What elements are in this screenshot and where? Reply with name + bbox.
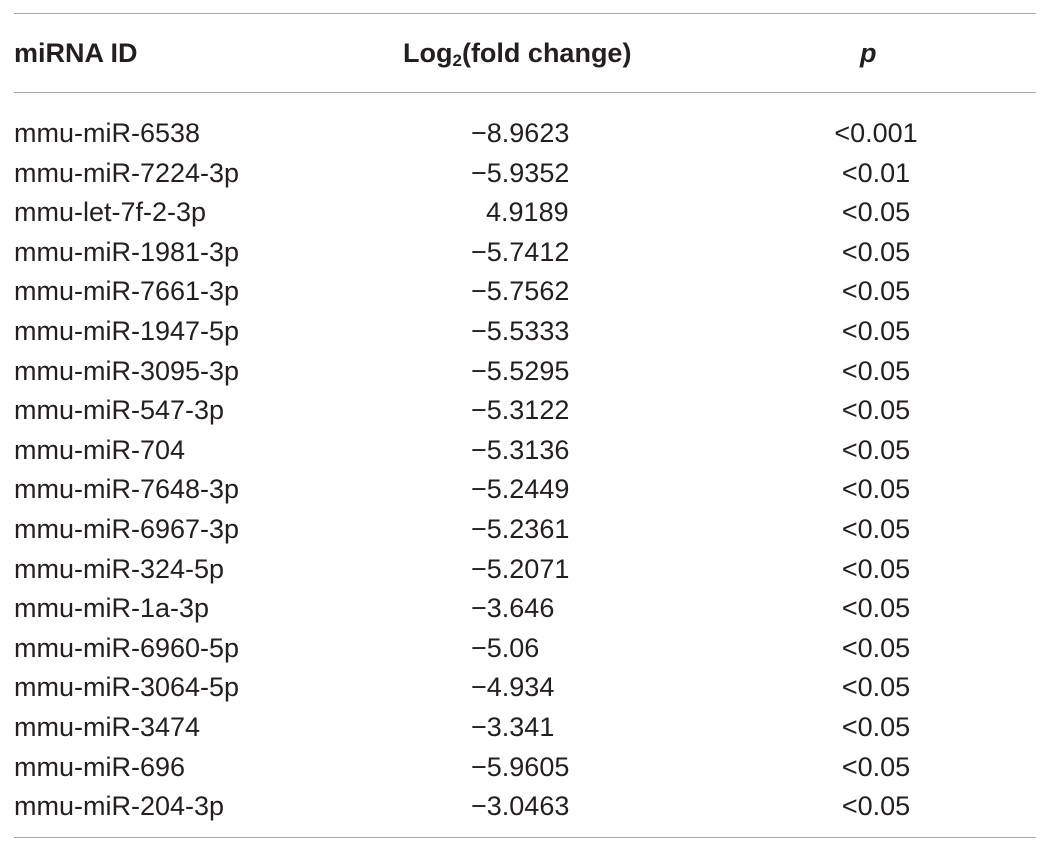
- p-value-cell: <0.001: [834, 118, 918, 148]
- mirna-id-cell: mmu-miR-1981-3p: [14, 236, 240, 267]
- p-value-cell: <0.05: [841, 236, 911, 267]
- log2-fold-change-cell: −3.341: [471, 711, 555, 742]
- p-value-cell: <0.05: [841, 197, 911, 228]
- mirna-id-cell: mmu-miR-7648-3p: [14, 474, 240, 505]
- log2-fold-change-cell: −5.2361: [471, 513, 570, 544]
- log2-fold-change-cell: −5.06: [471, 632, 540, 663]
- table-row: [14, 550, 1036, 590]
- mirna-id-cell: mmu-miR-3064-5p: [14, 672, 240, 703]
- log2-fold-change-cell: −3.0463: [471, 791, 570, 822]
- p-value-cell: <0.05: [841, 711, 911, 742]
- log2-fold-change-cell: −8.9623: [471, 118, 570, 148]
- log2-fold-change-cell: −5.3122: [471, 395, 570, 426]
- p-value-cell: <0.05: [841, 513, 911, 544]
- mirna-id-cell: mmu-miR-204-3p: [14, 791, 225, 822]
- log2-fold-change-cell: −5.9605: [471, 751, 570, 782]
- log2-fold-change-cell: −5.5333: [471, 315, 570, 346]
- mirna-id-cell: mmu-miR-1a-3p: [14, 593, 210, 624]
- log2-fold-change-cell: −5.5295: [471, 355, 570, 386]
- table-header-rule: [14, 92, 1036, 93]
- mirna-id-cell: mmu-miR-1947-5p: [14, 315, 240, 346]
- log2-fold-change-cell: −5.2449: [471, 474, 570, 505]
- table-row: [14, 589, 1036, 629]
- table-row: [14, 510, 1036, 550]
- mirna-id-cell: mmu-miR-324-5p: [14, 553, 225, 584]
- table-row: [14, 114, 1036, 154]
- log2-fold-change-cell: 4.9189: [471, 197, 569, 228]
- table-row: [14, 272, 1036, 312]
- table-row: [14, 312, 1036, 352]
- log2-fold-change-cell: −3.646: [471, 593, 555, 624]
- p-value-cell: <0.05: [841, 434, 911, 465]
- p-value-cell: <0.05: [841, 395, 911, 426]
- p-value-cell: <0.05: [841, 276, 911, 307]
- table-row: [14, 629, 1036, 669]
- p-value-cell: <0.05: [841, 751, 911, 782]
- p-value-cell: <0.05: [841, 791, 911, 822]
- log2-fold-change-cell: −5.7412: [471, 236, 570, 267]
- table-row: [14, 154, 1036, 194]
- p-value-cell: <0.01: [841, 157, 911, 188]
- table-row: [14, 708, 1036, 748]
- header-log-suffix: (fold change): [461, 38, 632, 68]
- table-row: [14, 470, 1036, 510]
- table-row: [14, 431, 1036, 471]
- table-header-row: [14, 33, 1036, 73]
- table-row: [14, 668, 1036, 708]
- mirna-id-cell: mmu-miR-7661-3p: [14, 276, 240, 307]
- log2-fold-change-cell: −4.934: [471, 672, 555, 703]
- mirna-id-cell: mmu-miR-6538: [14, 118, 201, 148]
- log2-fold-change-cell: −5.9352: [471, 157, 570, 188]
- header-log-subscript: 2: [452, 51, 462, 70]
- table-row: [14, 233, 1036, 273]
- table-body: [14, 114, 1036, 827]
- mirna-id-cell: mmu-miR-3095-3p: [14, 355, 240, 386]
- table-top-rule: [14, 13, 1036, 14]
- mirna-id-cell: mmu-miR-6967-3p: [14, 513, 240, 544]
- log2-fold-change-cell: −5.2071: [471, 553, 570, 584]
- mirna-id-cell: mmu-miR-3474: [14, 711, 201, 742]
- mirna-id-cell: mmu-miR-704: [14, 434, 186, 465]
- mirna-id-cell: mmu-let-7f-2-3p: [14, 197, 207, 228]
- table-row: [14, 352, 1036, 392]
- p-value-cell: <0.05: [841, 553, 911, 584]
- p-value-cell: <0.05: [841, 315, 911, 346]
- mirna-id-cell: mmu-miR-6960-5p: [14, 632, 240, 663]
- header-p-value: p: [860, 38, 877, 68]
- p-value-cell: <0.05: [841, 672, 911, 703]
- header-mirna-id: miRNA ID: [14, 38, 138, 68]
- p-value-cell: <0.05: [841, 593, 911, 624]
- log2-fold-change-cell: −5.3136: [471, 434, 570, 465]
- table-row: [14, 787, 1036, 827]
- mirna-table: [14, 0, 1036, 854]
- mirna-id-cell: mmu-miR-7224-3p: [14, 157, 240, 188]
- table-bottom-rule: [14, 837, 1036, 838]
- mirna-id-cell: mmu-miR-696: [14, 751, 186, 782]
- log2-fold-change-cell: −5.7562: [471, 276, 570, 307]
- p-value-cell: <0.05: [841, 474, 911, 505]
- table-row: [14, 391, 1036, 431]
- header-log-prefix: Log: [403, 38, 453, 68]
- p-value-cell: <0.05: [841, 632, 911, 663]
- table-row: [14, 748, 1036, 788]
- table-row: [14, 193, 1036, 233]
- mirna-id-cell: mmu-miR-547-3p: [14, 395, 225, 426]
- header-log2-fold-change: [403, 33, 631, 73]
- p-value-cell: <0.05: [841, 355, 911, 386]
